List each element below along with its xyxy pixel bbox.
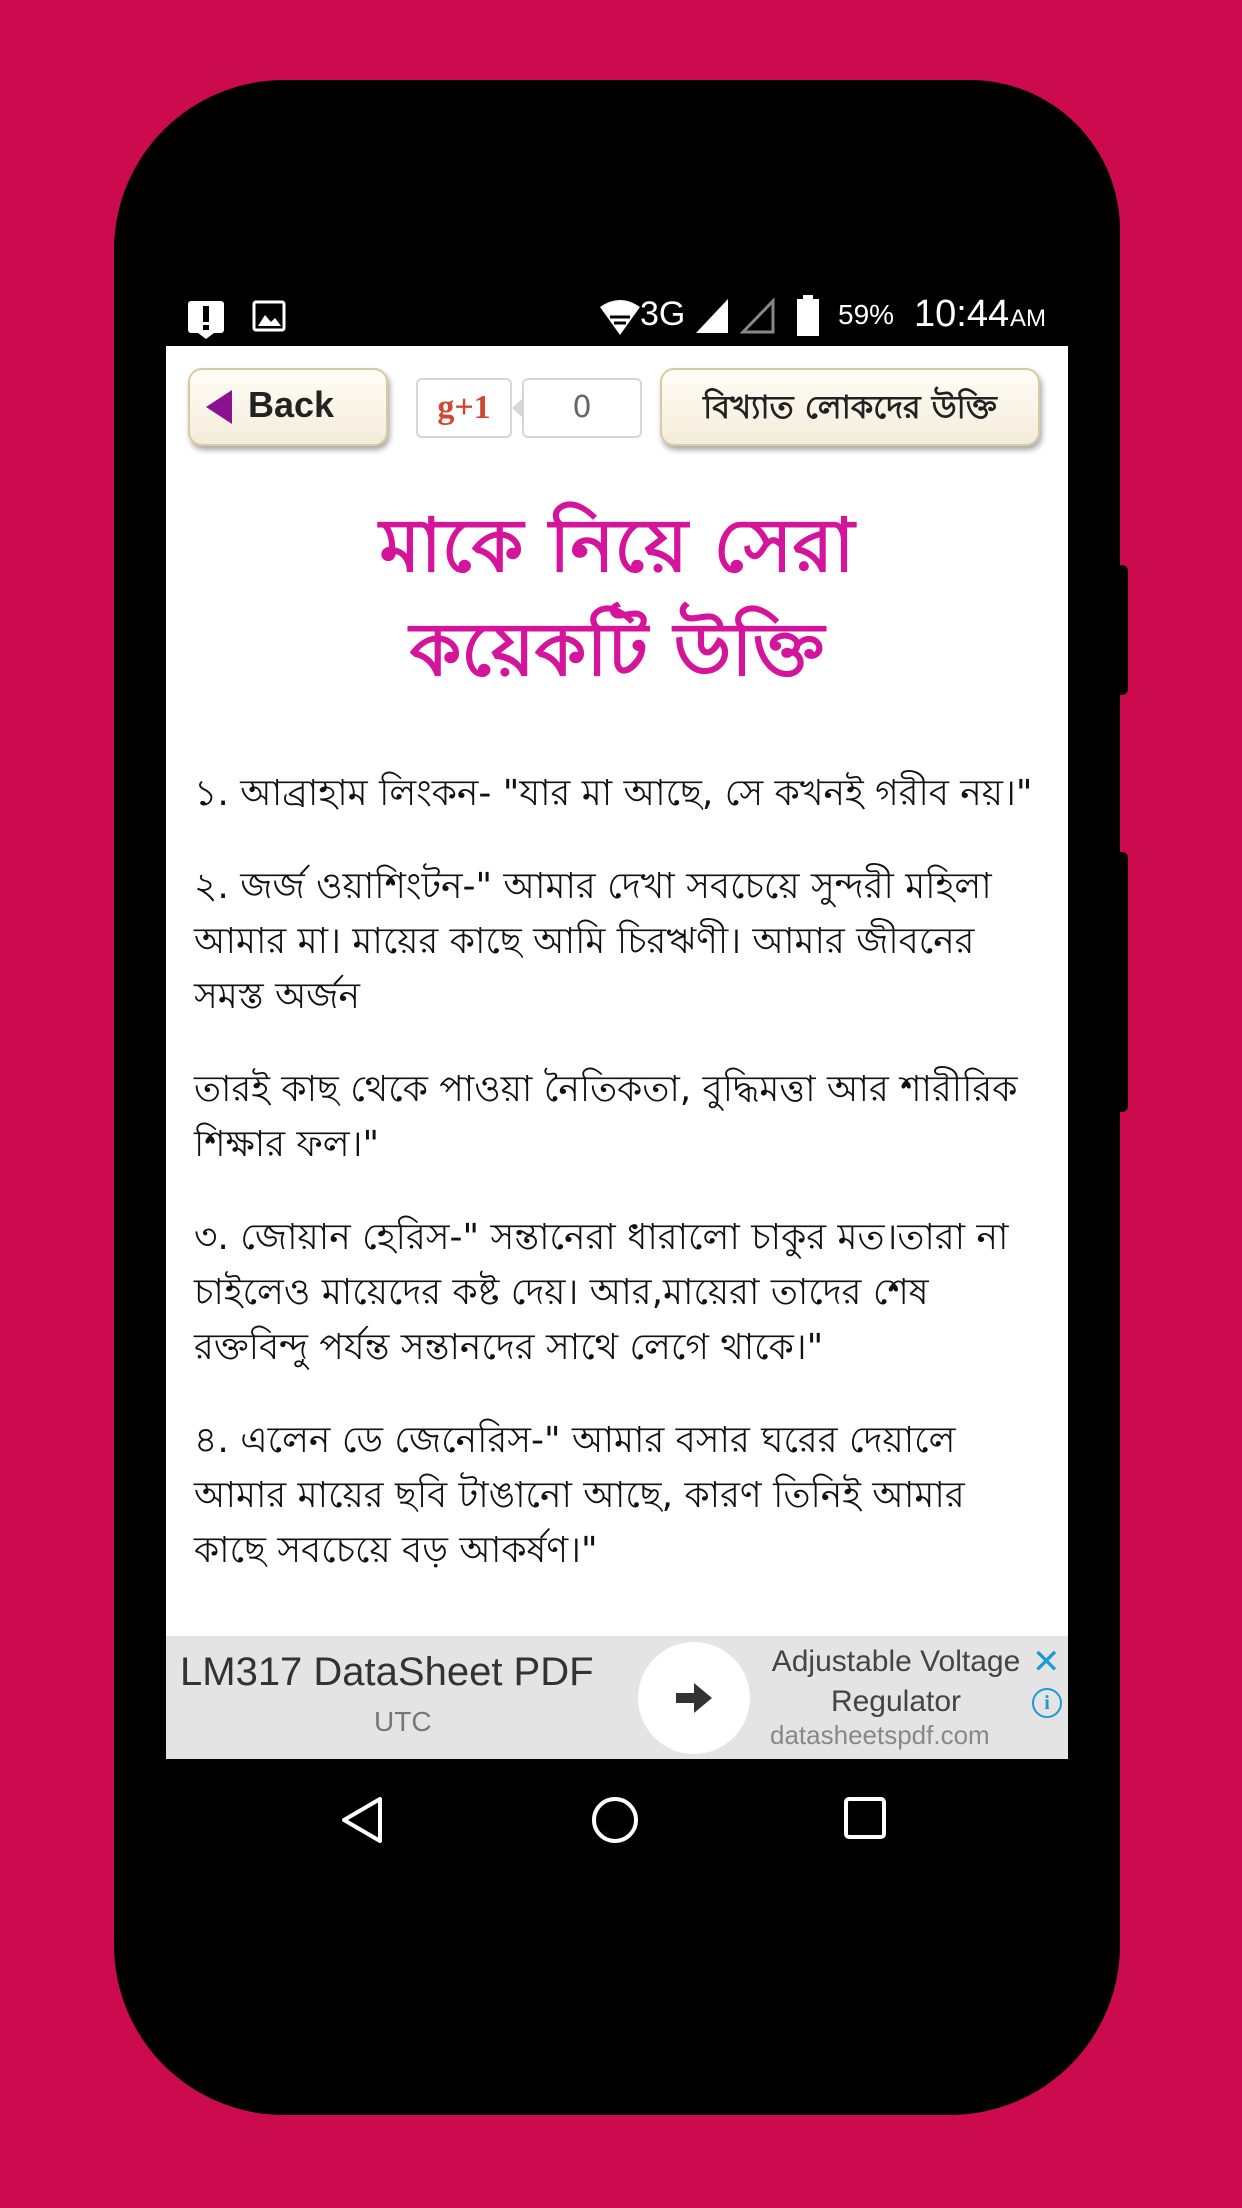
article-content[interactable] xyxy=(166,466,1068,1626)
wifi-icon xyxy=(598,297,642,341)
ad-close-icon[interactable]: ✕ xyxy=(1032,1643,1061,1681)
quote-item: ৩. জোয়ান হেরিস-" সন্তানেরা ধারালো চাকুর মত।তারা না চাইলেও মায়েদের কষ্ট দেয়। আর,মায়েরা তাদের শেষ রক্তবিন্দু পর্যন্ত সন্তানদের সাথে লেগে থাকে।" xyxy=(194,1217,1009,1368)
toolbar xyxy=(166,346,1068,466)
nav-back-icon[interactable] xyxy=(338,1795,386,1849)
quote-item: ৪. এলেন ডে জেনেরিস-" আমার বসার ঘরের দেয়ালে আমার মায়ের ছবি টাঙানো আছে, কারণ তিনিই আমার কাছে সবচেয়ে বড় আকর্ষণ।" xyxy=(194,1420,965,1571)
alert-icon xyxy=(186,299,226,343)
signal-empty-icon xyxy=(740,297,776,339)
quote-list xyxy=(194,766,1044,1616)
ad-headline[interactable]: LM317 DataSheet PDF xyxy=(180,1650,594,1694)
network-type: 3G xyxy=(640,295,686,333)
famous-quotes-button[interactable]: বিখ্যাত লোকদের উক্তি xyxy=(660,368,1040,446)
ad-info-icon[interactable]: i xyxy=(1032,1688,1062,1718)
ad-description: Adjustable Voltage Regulator xyxy=(771,1645,1021,1718)
clock-time: 10:44 xyxy=(914,293,1010,335)
clock-ampm: AM xyxy=(1010,305,1046,332)
ad-advertiser: UTC xyxy=(374,1706,432,1737)
back-button-label: Back xyxy=(248,384,335,425)
nav-recents-icon[interactable] xyxy=(842,1795,888,1845)
quote-item: ১. আব্রাহাম লিংকন- "যার মা আছে, সে কখনই গরীব নয়।" xyxy=(194,773,1033,814)
navigation-bar xyxy=(166,1759,1068,1879)
quote-item: ২. জর্জ ওয়াশিংটন-" আমার দেখা সবচেয়ে সুন্দরী মহিলা আমার মা। মায়ের কাছে আমি চিরঋণী। আমার জীবনের সমস্ত অর্জন xyxy=(194,866,992,1017)
google-plus-button[interactable]: g+1 xyxy=(416,378,512,438)
status-bar xyxy=(166,289,1068,346)
image-icon xyxy=(252,299,286,337)
battery-icon xyxy=(796,295,820,341)
ad-banner[interactable] xyxy=(166,1636,1068,1759)
title-line-1: মাকে নিয়ে সেরা xyxy=(379,503,855,589)
screen xyxy=(166,289,1068,1759)
signal-icon xyxy=(694,297,730,339)
back-arrow-icon xyxy=(206,390,232,424)
volume-button xyxy=(1116,565,1128,695)
ad-go-button[interactable] xyxy=(638,1642,750,1754)
google-plus-count: 0 xyxy=(522,378,642,438)
title-line-2: কয়েকটি উক্তি xyxy=(409,607,825,693)
nav-home-icon[interactable] xyxy=(590,1795,640,1849)
page-title xyxy=(166,494,1068,702)
arrow-right-icon xyxy=(674,1678,714,1722)
ad-domain: datasheetspdf.com xyxy=(770,1720,990,1750)
back-button[interactable] xyxy=(188,368,388,446)
power-button xyxy=(1116,852,1128,1112)
quote-item: তারই কাছ থেকে পাওয়া নৈতিকতা, বুদ্ধিমত্তা আর শারীরিক শিক্ষার ফল।" xyxy=(194,1069,1018,1165)
battery-level: 59% xyxy=(838,299,895,330)
